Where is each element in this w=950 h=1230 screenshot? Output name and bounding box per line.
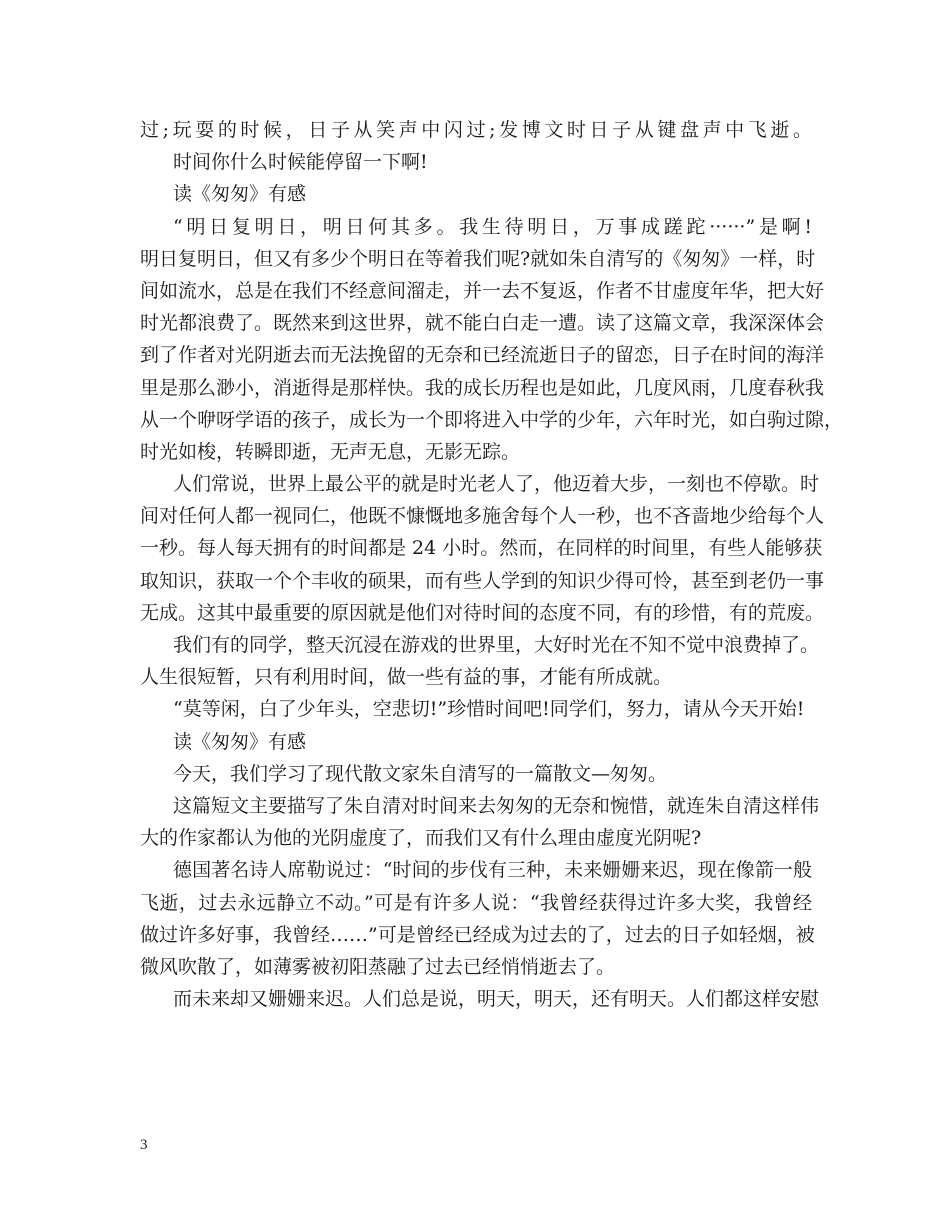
text-line: 过;玩耍的时候，日子从笑声中闪过;发博文时日子从键盘声中飞逝。 <box>140 119 812 141</box>
text-line: 间对任何人都一视同仁，他既不慷慨地多施舍每个人一秒，也不吝啬地少给每个人 <box>140 505 825 528</box>
text-line: 微风吹散了，如薄雾被初阳蒸融了过去已经悄悄逝去了。 <box>140 955 616 978</box>
text-line: 人生很短暂，只有利用时间，做一些有益的事，才能有所成就。 <box>140 666 673 689</box>
text-line: 明日复明日，但又有多少个明日在等着我们呢?就如朱自清写的《匆匆》一样，时 <box>140 247 816 270</box>
text-line: 德国著名诗人席勒说过：“时间的步伐有三种，未来姗姗来迟，现在像箭一般 <box>173 859 812 882</box>
page-number: 3 <box>140 1137 148 1153</box>
section-heading: 读《匆匆》有感 <box>173 183 307 206</box>
text-line: 到了作者对光阴逝去而无法挽留的无奈和已经流逝日子的留恋，日子在时间的海洋 <box>140 344 825 367</box>
text-line: 今天，我们学习了现代散文家朱自清写的一篇散文—匆匆。 <box>173 762 668 785</box>
text-line: “莫等闲，白了少年头，空悲切!”珍惜时间吧!同学们，努力，请从今天开始! <box>173 698 805 721</box>
text-line: 做过许多好事，我曾经……”可是曾经已经成为过去的了，过去的日子如轻烟，被 <box>140 923 815 946</box>
text-line: 取知识，获取一个个丰收的硕果，而有些人学到的知识少得可怜，甚至到老仍一事 <box>140 569 825 592</box>
text-line: 里是那么渺小，消逝得是那样快。我的成长历程也是如此，几度风雨，几度春秋我 <box>140 376 825 399</box>
text-line: 我们有的同学，整天沉浸在游戏的世界里，大好时光在不知不觉中浪费掉了。 <box>173 634 820 656</box>
text-line: 从一个咿呀学语的孩子，成长为一个即将进入中学的少年，六年时光，如白驹过隙， <box>140 408 844 431</box>
text-line: 无成。这其中最重要的原因就是他们对待时间的态度不同，有的珍惜，有的荒废。 <box>140 601 825 624</box>
text-line: 间如流水，总是在我们不经意间溜走，并一去不复返，作者不甘虚度年华，把大好 <box>140 279 825 302</box>
text-line: 这篇短文主要描写了朱自清对时间来去匆匆的无奈和惋惜，就连朱自清这样伟 <box>173 794 820 817</box>
text-line: 而未来却又姗姗来迟。人们总是说，明天，明天，还有明天。人们都这样安慰 <box>173 988 820 1011</box>
text-line: 人们常说，世界上最公平的就是时光老人了，他迈着大步，一刻也不停歇。时 <box>173 473 820 496</box>
body-text <box>140 114 844 1015</box>
text-line: 时间你什么时候能停留一下啊! <box>173 151 428 174</box>
section-heading: 读《匆匆》有感 <box>173 730 307 753</box>
text-line: 时光都浪费了。既然来到这世界，就不能白白走一遭。读了这篇文章，我深深体会 <box>140 312 825 335</box>
text-line: 时光如梭，转瞬即逝，无声无息，无影无踪。 <box>140 440 521 463</box>
text-line: 大的作家都认为他的光阴虚度了，而我们又有什么理由虚度光阴呢? <box>140 827 702 850</box>
text-line: “明日复明日，明日何其多。我生待明日，万事成蹉跎······”是啊! <box>173 215 812 238</box>
text-line: 一秒。每人每天拥有的时间都是 24 小时。然而，在同样的时间里，有些人能够获 <box>140 537 823 560</box>
text-line: 飞逝，过去永远静立不动。”可是有许多人说：“我曾经获得过许多大奖，我曾经 <box>140 891 812 914</box>
